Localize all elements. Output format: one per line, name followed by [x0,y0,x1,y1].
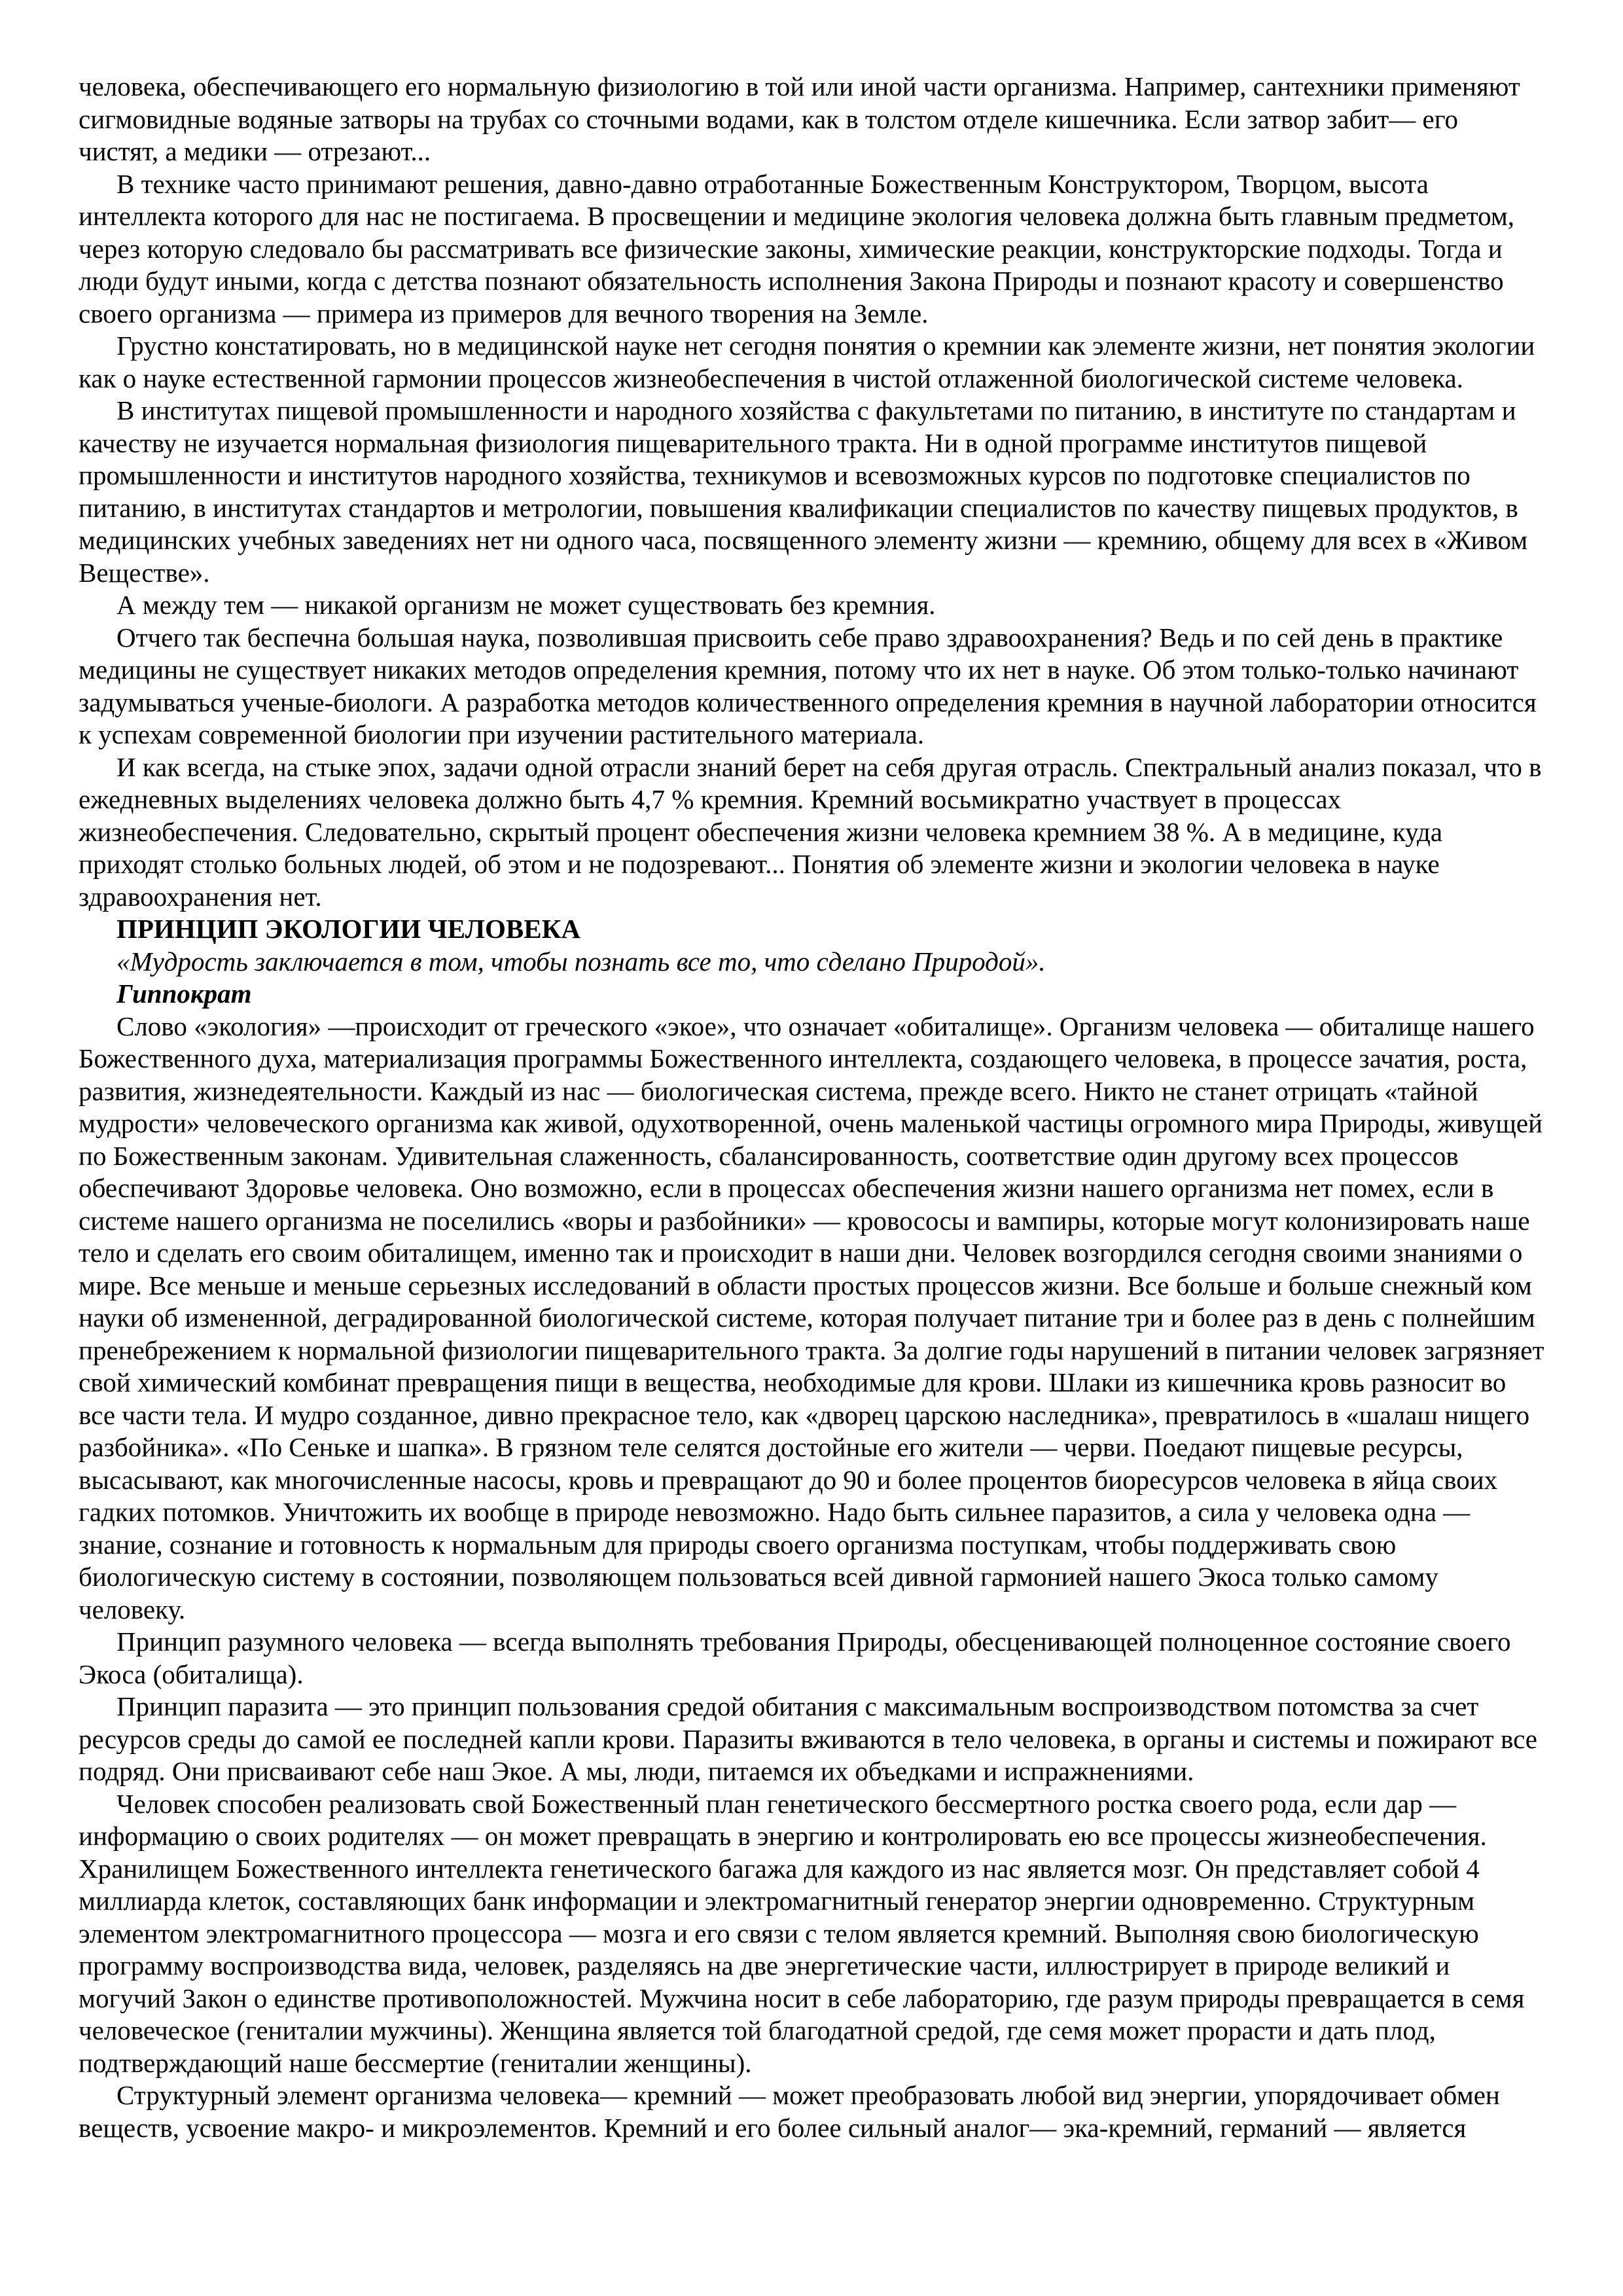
opening-paragraph: человека, обеспечивающего его нормальную физиологию в той или иной части организма. Например, сантехники применяют сигмовидные водяные затворы на трубах со сточными водами, как в толстом отделе кишечника. Если затвор забит— его чистят, а медики — отрезают... [79,71,1520,166]
paragraph-structural-element: Структурный элемент организма человека— кремний — может преобразовать любой вид энергии, упорядочивает обмен веществ, усвоение макро- и микроэлементов. Кремний и его более сильный аналог— эка-кремний, германий — является [79,2080,1500,2143]
paragraph-institutes: В институтах пищевой промышленности и народного хозяйства с факультетами по питанию, в институте по стандартам и качеству не изучается нормальная физиология пищеварительного тракта. Ни в одной программе институтов пищевой промышленности и институтов народного хозяйства, техникумов и всевозможных курсов по подготовке специалистов по питанию, в институтах стандартов и метрологии, повышения квалификации специалистов по качеству пищевых продуктов, в медицинских учебных заведениях нет ни одного часа, посвященного элементу жизни — кремнию, общему для всех в «Живом Веществе». [79,395,1528,588]
paragraph-ecology-word: Слово «экология» —происходит от греческого «экое», что означает «обиталище». Организм человека — обиталище нашего Божественного духа, материализация программы Божественного интеллекта, создающего человека, в процессе зачатия, роста, развития, жизнедеятельности. Каждый из нас — биологическая система, прежде всего. Никто не станет отрицать «тайной мудрости» человеческого организма как живой, одухотворенной, очень маленькой частицы огромного мира Природы, живущей по Божественным законам. Удивительная слаженность, сбалансированность, соответствие один другому всех процессов обеспечивают Здоровье человека. Оно возможно, если в процессах обеспечения жизни нашего организма нет помех, если в системе нашего организма не поселились «воры и разбойники» — кровососы и вампиры, которые могут колонизировать наше тело и сделать его своим обиталищем, именно так и происходит в наши дни. Человек возгордился сегодня своими знаниями о мире. Все меньше и меньше серьезных исследований в области простых процессов жизни. Все больше и больше снежный ком науки об измененной, деградированной биологической системе, которая получает питание три и более раз в день с полнейшим пренебрежением к нормальной физиологии пищеварительного тракта. За долгие годы нарушений в питании человек загрязняет свой химический комбинат превращения пищи в вещества, необходимые для крови. Шлаки из кишечника кровь разносит во все части тела. И мудро созданное, дивно прекрасное тело, как «дворец царскою наследника», превратилось в «шалаш нищего разбойника». «По Сеньке и шапка». В грязном теле селятся достойные его жители — черви. Поедают пищевые ресурсы, высасывают, как многочисленные насосы, кровь и превращают до 90 и более процентов биоресурсов человека в яйца своих гадких потомков. Уничтожить их вообще в природе невозможно. Надо быть сильнее паразитов, а сила у человека одна — знание, сознание и готовность к нормальным для природы своего организма поступкам, чтобы поддерживать свою биологическую систему в состоянии, позволяющем пользоваться всей дивной гармонией нашего Экоса только самому человеку. [79,1011,1544,1624]
paragraph-reasonable-human: Принцип разумного человека — всегда выполнять требования Природы, обесценивающей полноценное состояние своего Экоса (обиталища). [79,1626,1511,1689]
paragraph-big-science: Отчего так беспечна большая наука, позволившая присвоить себе право здравоохранения? Ведь и по сей день в практике медицины не существует никаких методов определения кремния, потому что их нет в науке. Об этом только-только начинают задумываться ученые-биологи. А разработка методов количественного определения кремния в научной лаборатории относится к успехам современной биологии при изучении растительного материала. [79,622,1537,749]
paragraph-spectral-analysis: И как всегда, на стыке эпох, задачи одной отрасли знаний берет на себя другая отрасль. Спектральный анализ показал, что в ежедневных выделениях человека должно быть 4,7 % кремния. Кремний восьмикратно участвует в процессах жизнеобеспечения. Следовательно, скрытый процент обеспечения жизни человека кремнием 38 %. А в медицине, куда приходят столько больных людей, об этом и не подозревают... Понятия об элементе жизни и экологии человека в науке здравоохранения нет. [79,751,1542,912]
paragraph-sad-statement: Грустно констатировать, но в медицинской науке нет сегодня понятия о кремнии как элементе жизни, нет понятия экологии как о науке естественной гармонии процессов жизнеобеспечения в чистой отлаженной биологической системе человека. [79,331,1535,393]
paragraph-parasite-principle: Принцип паразита — это принцип пользования средой обитания с максимальным воспроизводством потомства за счет ресурсов среды до самой ее последней капли крови. Паразиты вживаются в тело человека, в органы и системы и пожирают все подряд. Они присваивают себе наш Экое. А мы, люди, питаемся их объедками и испражнениями. [79,1691,1537,1786]
epigraph-author: Гиппократ [116,978,252,1009]
section-heading: ПРИНЦИП ЭКОЛОГИИ ЧЕЛОВЕКА [116,914,580,944]
document-page [79,71,1544,2144]
paragraph-no-organism: А между тем — никакой организм не может существовать без кремния. [116,590,936,620]
epigraph-quote: «Мудрость заключается в том, чтобы познать все то, что сделано Природой». [116,946,1046,977]
paragraph-technique: В технике часто принимают решения, давно-давно отработанные Божественным Конструктором, Творцом, высота интеллекта которого для нас не постигаема. В просвещении и медицине экология человека должна быть главным предметом, через которую следовало бы рассматривать все физические законы, химические реакции, конструкторские подходы. Тогда и люди будут иными, когда с детства познают обязательность исполнения Закона Природы и познают красоту и совершенство своего организма — примера из примеров для вечного творения на Земле. [79,168,1515,329]
paragraph-divine-plan: Человек способен реализовать свой Божественный план генетического бессмертного ростка своего рода, если дар — информацию о своих родителях — он может превращать в энергию и контролировать ею все процессы жизнеобеспечения. Хранилищем Божественного интеллекта генетического багажа для каждого из нас является мозг. Он представляет собой 4 миллиарда клеток, составляющих банк информации и электромагнитный генератор энергии одновременно. Структурным элементом электромагнитного процессора — мозга и его связи с телом является кремний. Выполняя свою биологическую программу воспроизводства вида, человек, разделяясь на две энергетические части, иллюстрирует в природе великий и могучий Закон о единстве противоположностей. Мужчина носит в себе лабораторию, где разум природы превращается в семя человеческое (гениталии мужчины). Женщина является той благодатной средой, где семя может прорасти и дать плод, подтверждающий наше бессмертие (гениталии женщины). [79,1788,1525,2078]
